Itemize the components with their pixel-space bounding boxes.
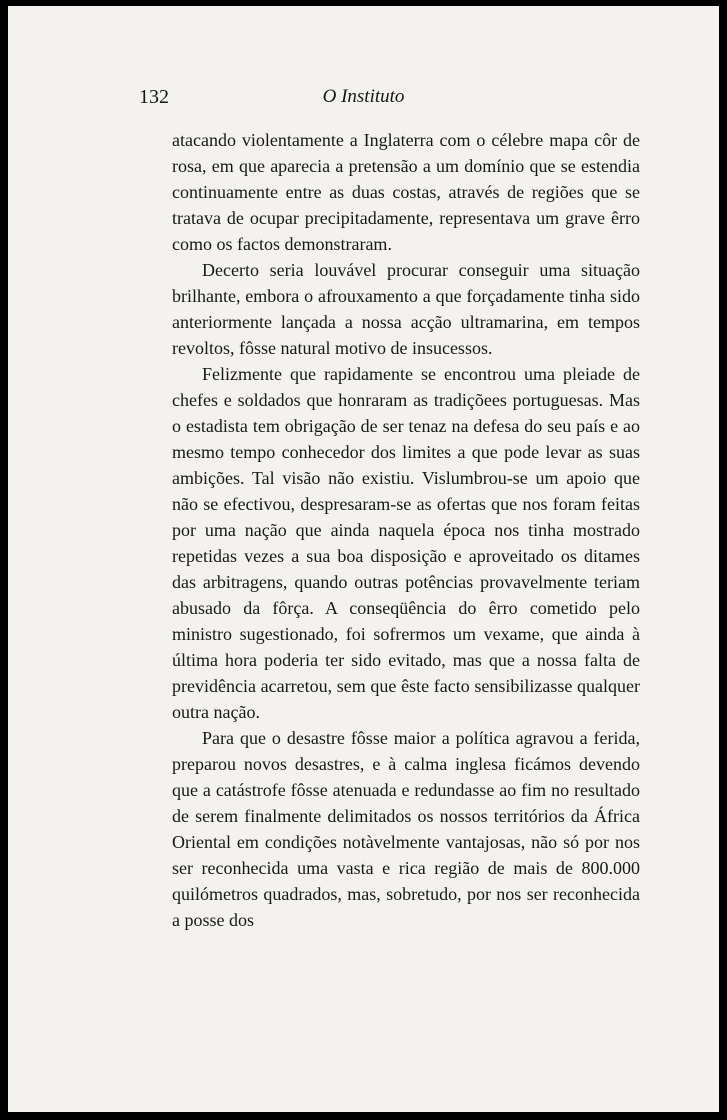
paragraph: atacando violentamente a Inglaterra com o célebre mapa côr de rosa, em que aparecia a pretensão a um domínio que se estendia continuamente entre as duas costas, através de regiões que se tratava de ocupar precipitadamente, representava um grave êrro como os factos demonstraram. bbox=[172, 130, 640, 254]
paragraph: Felizmente que rapidamente se encontrou uma pleiade de chefes e soldados que honraram as tradiçõees portuguesas. Mas o estadista tem obrigação de ser tenaz na defesa do seu país e ao mesmo tempo conhecedor dos limites a que pode levar as suas ambições. Tal visão não existiu. Vislumbrou-se um apoio que não se efectivou, despresaram-se as ofertas que nos foram feitas por uma nação que ainda naquela época nos tinha mostrado repetidas vezes a sua boa disposição e aproveitado os ditames das arbitragens, quando outras potências provavelmente teriam abusado da fôrça. A conseqüência do êrro cometido pelo ministro sugestionado, foi sofrermos um vexame, que ainda à última hora poderia ter sido evitado, mas que a nossa falta de previdência acarretou, sem que êste facto sensibilizasse qualquer outra nação. bbox=[172, 364, 640, 722]
running-title: O Instituto bbox=[322, 86, 405, 107]
page-header bbox=[8, 86, 719, 110]
paragraph: Para que o desastre fôsse maior a política agravou a ferida, preparou novos desastres, e à calma inglesa ficámos devendo que a catástrofe fôsse atenuada e redundasse ao fim no resultado de serem finalmente delimitados os nossos territórios da África Oriental em condições notàvelmente vantajosas, não só por nos ser reconhecida uma vasta e rica região de mais de 800.000 quilómetros quadrados, mas, sobretudo, por nos ser reconhecida a posse dos bbox=[172, 728, 640, 930]
paragraph: Decerto seria louvável procurar conseguir uma situação brilhante, embora o afrouxamento a que forçadamente tinha sido anteriormente lançada a nossa acção ultramarina, em tempos revoltos, fôsse natural motivo de insucessos. bbox=[172, 260, 640, 358]
book-page bbox=[8, 6, 719, 1112]
page-number: 132 bbox=[139, 86, 169, 108]
body-text bbox=[172, 127, 640, 933]
